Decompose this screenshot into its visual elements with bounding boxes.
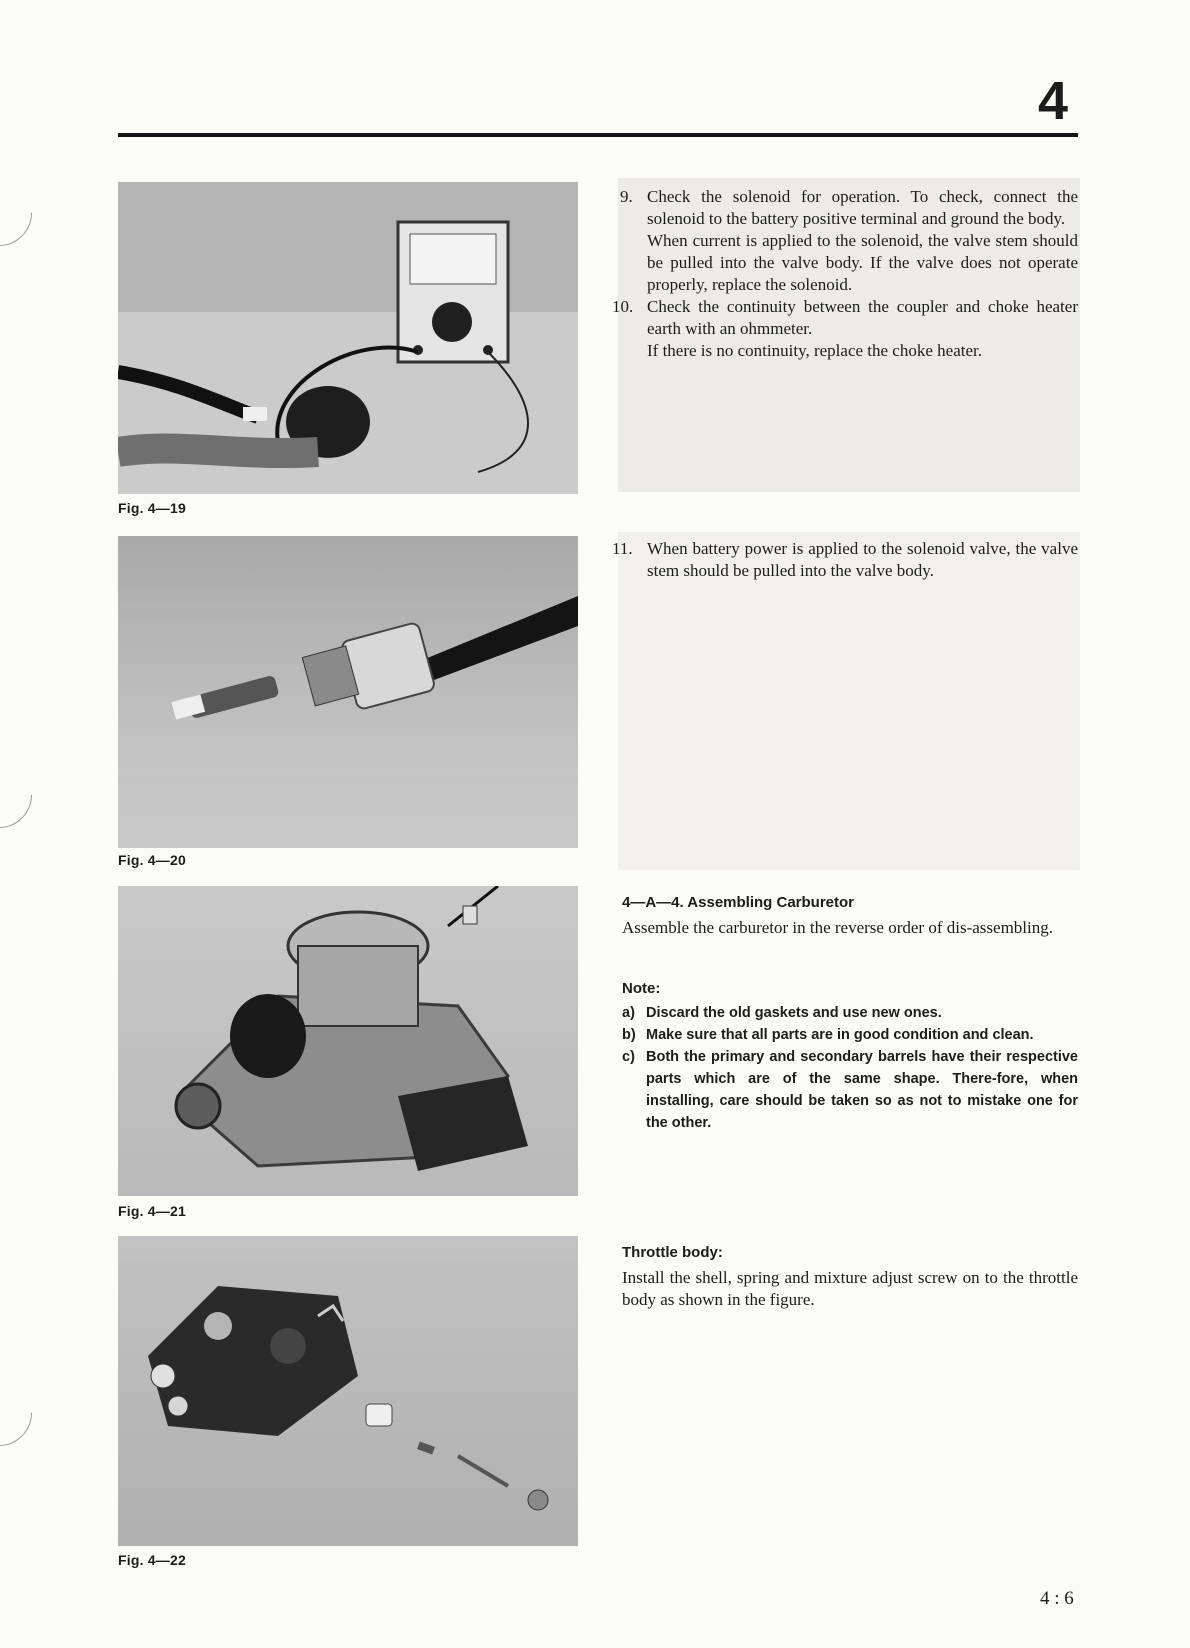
figure-caption: Fig. 4—21	[118, 1203, 186, 1219]
note-letter: b)	[622, 1027, 636, 1043]
note-title: Note:	[622, 980, 661, 997]
step-number: 10.	[612, 297, 634, 316]
section-heading: 4—A—4. Assembling Carburetor	[622, 894, 854, 911]
note-item	[622, 1024, 1078, 1046]
step-11	[612, 538, 1078, 582]
text-panel-background	[618, 532, 1080, 870]
section-body: Assemble the carburetor in the reverse order of dis-assembling.	[622, 918, 1053, 937]
note-text: Make sure that all parts are in good condition and clean.	[646, 1027, 1034, 1043]
steps-9-10	[612, 186, 1078, 362]
note-block	[622, 978, 1078, 1134]
step-text: When current is applied to the solenoid, the valve stem should be pulled into the valve body. If the valve does not operate properly, replace the solenoid.	[647, 231, 1078, 294]
step-number: 9.	[620, 187, 633, 206]
note-text: Both the primary and secondary barrels have their respective parts which are of the same shape. There-fore, when installing, care should be taken so as not to mistake one for the other.	[646, 1049, 1078, 1131]
binder-hole	[0, 748, 46, 841]
throttle-heading: Throttle body:	[622, 1244, 723, 1261]
note-letter: a)	[622, 1005, 635, 1021]
step-text: Check the solenoid for operation. To check, connect the solenoid to the battery positive terminal and ground the body.	[647, 187, 1078, 228]
header-rule	[118, 133, 1078, 137]
figure-4-19-photo	[118, 182, 578, 494]
binder-hole	[0, 1366, 46, 1459]
note-item	[622, 1046, 1078, 1134]
note-text: Discard the old gaskets and use new ones.	[646, 1005, 942, 1021]
figure-caption: Fig. 4—19	[118, 500, 186, 516]
note-letter: c)	[622, 1049, 635, 1065]
page-number: 4 : 6	[1040, 1588, 1074, 1609]
figure-4-22-photo	[118, 1236, 578, 1546]
figure-caption: Fig. 4—22	[118, 1552, 186, 1568]
step-number: 11.	[612, 539, 633, 558]
figure-4-20-photo	[118, 536, 578, 848]
binder-hole	[0, 166, 46, 259]
chapter-number: 4	[1038, 71, 1069, 131]
throttle-body-section	[622, 1242, 1078, 1311]
step-11-block	[612, 538, 1078, 582]
step-text: When battery power is applied to the solenoid valve, the valve stem should be pulled into the valve body.	[647, 539, 1078, 580]
figure-4-21-photo	[118, 886, 578, 1196]
step-text: Check the continuity between the coupler and choke heater earth with an ohmmeter.	[647, 297, 1078, 338]
figure-caption: Fig. 4—20	[118, 852, 186, 868]
throttle-body-text: Install the shell, spring and mixture adjust screw on to the throttle body as shown in the figure.	[622, 1268, 1078, 1309]
assembling-section	[622, 892, 1078, 939]
step-text: If there is no continuity, replace the choke heater.	[647, 341, 982, 360]
note-item	[622, 1002, 1078, 1024]
step-10	[612, 296, 1078, 362]
step-9	[622, 186, 1078, 296]
